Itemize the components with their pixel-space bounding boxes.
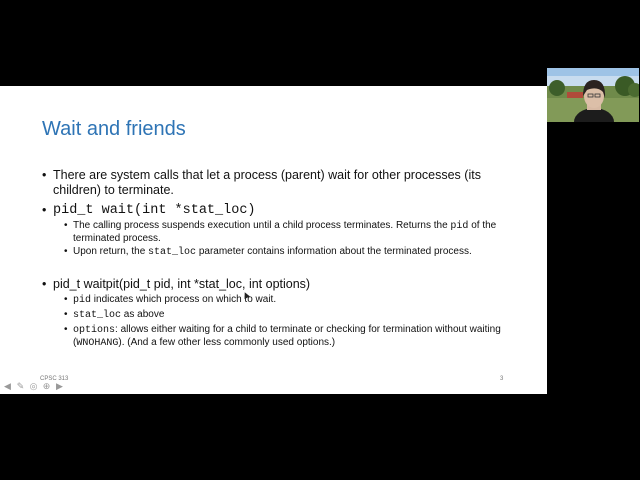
subbullet-text: Upon return, the xyxy=(73,246,149,257)
bullet-1 xyxy=(42,168,512,198)
subbullet-text: as above xyxy=(121,309,165,320)
code-wnohang: WNOHANG xyxy=(76,338,119,349)
subbullet-dot: • xyxy=(64,294,68,305)
code-stat-loc: stat_loc xyxy=(73,310,122,321)
subbullet-text: of the terminated process. xyxy=(73,220,497,244)
subbullet-text: The calling process suspends execution until a child process terminates. Returns the xyxy=(73,220,451,231)
subbullet-dot: • xyxy=(64,324,68,335)
bullet-dot: • xyxy=(42,168,47,182)
arrow-right-icon[interactable]: ▶ xyxy=(56,381,63,391)
bullet-dot: • xyxy=(42,203,47,217)
slides-icon[interactable]: ◎ xyxy=(29,381,38,391)
page-number: 3 xyxy=(500,376,504,382)
bullet-2-code: pid_t wait(int *stat_loc) xyxy=(53,203,256,218)
bullet-2 xyxy=(42,203,512,218)
code-options: options xyxy=(73,325,116,336)
code-stat-loc: stat_loc xyxy=(148,247,197,258)
slide-title: Wait and friends xyxy=(42,118,186,140)
subbullet-text: : allows either waiting for a child to terminate or checking for termination without waiting ( xyxy=(73,324,501,348)
bullet-dot: • xyxy=(42,277,47,291)
arrow-left-icon[interactable]: ◀ xyxy=(4,381,11,391)
subbullet-3-1 xyxy=(64,294,514,307)
zoom-icon[interactable]: ⊕ xyxy=(42,381,51,391)
subbullet-2-1 xyxy=(64,220,514,245)
subbullet-3-3 xyxy=(64,324,514,350)
subbullet-dot: • xyxy=(64,246,68,257)
footer-course: CPSC 313 xyxy=(40,376,69,382)
subbullet-text: indicates which process on which to wait. xyxy=(91,294,277,305)
webcam-video xyxy=(547,68,639,122)
subbullet-dot: • xyxy=(64,220,68,231)
bullet-3-text: pid_t waitpit(pid_t pid, int *stat_loc, int options) xyxy=(53,277,311,291)
subbullet-text: ). (And a few other less commonly used options.) xyxy=(118,337,336,348)
slideshow-nav xyxy=(2,381,65,392)
subbullet-dot: • xyxy=(64,309,68,320)
webcam-image xyxy=(547,68,639,122)
subbullet-2-2 xyxy=(64,246,514,259)
subbullet-text: parameter contains information about the terminated process. xyxy=(196,246,472,257)
bullet-3 xyxy=(42,277,512,292)
pen-icon[interactable]: ✎ xyxy=(16,381,25,391)
subbullet-3-2 xyxy=(64,309,514,322)
bullet-1-text: There are system calls that let a process (parent) wait for other processes (its children) to terminate. xyxy=(53,168,481,197)
code-pid: pid xyxy=(73,295,92,306)
code-pid: pid xyxy=(450,221,469,232)
